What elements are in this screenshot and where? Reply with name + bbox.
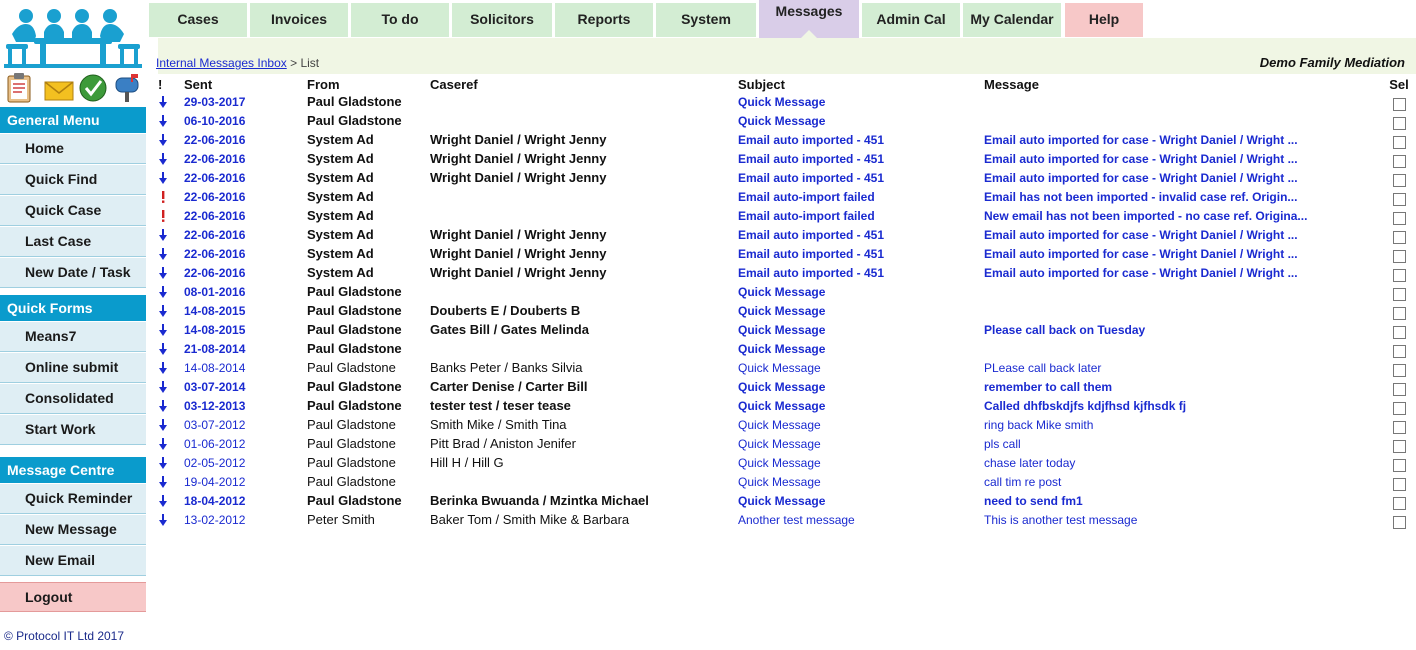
table-row[interactable]	[158, 130, 1416, 149]
breadcrumb-separator: >	[290, 56, 298, 70]
select-cell	[1382, 187, 1416, 206]
message-cell[interactable]: Email has not been imported - invalid case ref. Origin...	[984, 189, 1298, 204]
subject-cell[interactable]: Email auto-import failed	[738, 208, 875, 223]
low-priority-arrow-icon	[158, 115, 168, 127]
table-row[interactable]	[158, 396, 1416, 415]
low-priority-arrow-icon	[158, 134, 168, 146]
select-cell	[1382, 206, 1416, 225]
priority-cell	[158, 510, 182, 529]
select-cell	[1382, 149, 1416, 168]
from-cell: System Ad	[307, 227, 374, 242]
tab-invoices[interactable]: Invoices	[250, 3, 348, 37]
caseref-cell[interactable]: Gates Bill / Gates Melinda	[430, 322, 589, 337]
breadcrumb-current: List	[300, 56, 320, 70]
select-cell	[1382, 168, 1416, 187]
subject-cell[interactable]: Quick Message	[738, 113, 826, 128]
select-checkbox[interactable]	[1393, 212, 1406, 225]
select-cell	[1382, 453, 1416, 472]
caseref-cell[interactable]: Baker Tom / Smith Mike & Barbara	[430, 512, 630, 527]
col-header-from[interactable]: From	[307, 77, 340, 92]
sent-cell: 14-08-2015	[184, 303, 246, 318]
tab-system[interactable]: System	[656, 3, 756, 37]
quick-icons	[4, 72, 144, 106]
table-row[interactable]	[158, 92, 1416, 111]
sent-cell: 06-10-2016	[184, 113, 246, 128]
col-header-sel[interactable]: Sel	[1389, 77, 1409, 92]
select-cell	[1382, 225, 1416, 244]
clipboard-icon[interactable]	[4, 72, 34, 104]
sent-cell: 22-06-2016	[184, 265, 246, 280]
message-cell[interactable]: Email auto imported for case - Wright Daniel / Wright ...	[984, 227, 1298, 242]
caseref-cell[interactable]: Berinka Bwuanda / Mzintka Michael	[430, 493, 649, 508]
tab-to-do[interactable]: To do	[351, 3, 449, 37]
priority-cell	[158, 111, 182, 130]
message-cell[interactable]: Email auto imported for case - Wright Daniel / Wright ...	[984, 246, 1298, 261]
quick-forms-header: Quick Forms	[0, 295, 146, 321]
table-row[interactable]	[158, 472, 1416, 491]
subject-cell[interactable]: Quick Message	[738, 94, 826, 109]
breadcrumb-link-inbox[interactable]: Internal Messages Inbox	[156, 56, 287, 70]
mailbox-icon[interactable]	[112, 72, 142, 104]
table-row[interactable]	[158, 491, 1416, 510]
sent-cell: 22-06-2016	[184, 170, 246, 185]
table-row[interactable]	[158, 187, 1416, 206]
from-cell: Paul Gladstone	[307, 493, 402, 508]
menu-item-online-submit[interactable]: Online submit	[0, 353, 146, 383]
select-checkbox[interactable]	[1393, 307, 1406, 320]
messages-table	[158, 74, 1416, 529]
menu-item-quick-case[interactable]: Quick Case	[0, 196, 146, 226]
priority-cell	[158, 244, 182, 263]
tab-help[interactable]: Help	[1065, 3, 1143, 37]
message-cell[interactable]: remember to call them	[984, 379, 1113, 394]
subject-cell[interactable]: Quick Message	[738, 284, 826, 299]
message-cell[interactable]: call tim re post	[984, 474, 1062, 489]
subject-cell[interactable]: Quick Message	[738, 341, 826, 356]
low-priority-arrow-icon	[158, 305, 168, 317]
table-row[interactable]	[158, 358, 1416, 377]
col-header-sent[interactable]: Sent	[184, 77, 213, 92]
caseref-cell[interactable]: Pitt Brad / Aniston Jenifer	[430, 436, 576, 451]
sent-cell: 22-06-2016	[184, 151, 246, 166]
caseref-cell[interactable]: Smith Mike / Smith Tina	[430, 417, 567, 432]
select-cell	[1382, 301, 1416, 320]
sent-cell: 08-01-2016	[184, 284, 246, 299]
sidebar	[0, 0, 146, 650]
table-row[interactable]	[158, 320, 1416, 339]
from-cell: System Ad	[307, 170, 374, 185]
menu-item-consolidated[interactable]: Consolidated	[0, 384, 146, 414]
from-cell: Paul Gladstone	[307, 379, 402, 394]
table-header-row	[158, 74, 1416, 92]
select-cell	[1382, 358, 1416, 377]
low-priority-arrow-icon	[158, 495, 168, 507]
table-row[interactable]	[158, 168, 1416, 187]
col-header-priority[interactable]: !	[158, 77, 163, 92]
tab-my-calendar[interactable]: My Calendar	[963, 3, 1061, 37]
table-row[interactable]	[158, 149, 1416, 168]
low-priority-arrow-icon	[158, 362, 168, 374]
select-checkbox[interactable]	[1393, 440, 1406, 453]
subject-cell[interactable]: Quick Message	[738, 322, 826, 337]
priority-cell	[158, 168, 182, 187]
subject-cell[interactable]: Quick Message	[738, 436, 821, 451]
table-row[interactable]	[158, 415, 1416, 434]
select-checkbox[interactable]	[1393, 269, 1406, 282]
priority-cell	[158, 206, 182, 225]
select-checkbox[interactable]	[1393, 516, 1406, 529]
from-cell: Peter Smith	[307, 512, 375, 527]
table-row[interactable]	[158, 282, 1416, 301]
sent-cell: 02-05-2012	[184, 455, 246, 470]
message-cell[interactable]: Please call back on Tuesday	[984, 322, 1146, 337]
priority-cell	[158, 187, 182, 206]
menu-item-last-case[interactable]: Last Case	[0, 227, 146, 257]
sent-cell: 21-08-2014	[184, 341, 246, 356]
high-priority-icon	[158, 191, 168, 203]
caseref-cell[interactable]	[428, 472, 736, 491]
caseref-cell[interactable]	[428, 206, 736, 225]
subject-cell[interactable]: Quick Message	[738, 417, 821, 432]
select-checkbox[interactable]	[1393, 250, 1406, 263]
low-priority-arrow-icon	[158, 343, 168, 355]
tab-cases[interactable]: Cases	[149, 3, 247, 37]
main-content	[158, 38, 1416, 650]
low-priority-arrow-icon	[158, 286, 168, 298]
low-priority-arrow-icon	[158, 514, 168, 526]
caseref-cell[interactable]	[428, 111, 736, 130]
select-checkbox[interactable]	[1393, 136, 1406, 149]
select-cell	[1382, 339, 1416, 358]
sent-cell: 01-06-2012	[184, 436, 246, 451]
sent-cell: 22-06-2016	[184, 132, 246, 147]
from-cell: System Ad	[307, 246, 374, 261]
select-checkbox[interactable]	[1393, 497, 1406, 510]
low-priority-arrow-icon	[158, 400, 168, 412]
select-cell	[1382, 377, 1416, 396]
table-row[interactable]	[158, 510, 1416, 529]
select-checkbox[interactable]	[1393, 459, 1406, 472]
from-cell: Paul Gladstone	[307, 94, 402, 109]
from-cell: Paul Gladstone	[307, 341, 402, 356]
menu-item-quick-reminder[interactable]: Quick Reminder	[0, 484, 146, 514]
content-header-band	[158, 38, 1416, 74]
copyright-text: © Protocol IT Ltd 2017	[4, 629, 125, 643]
select-cell	[1382, 510, 1416, 529]
sent-cell: 19-04-2012	[184, 474, 246, 489]
low-priority-arrow-icon	[158, 381, 168, 393]
message-cell[interactable]: PLease call back later	[984, 360, 1102, 375]
firm-name: Demo Family Mediation	[1259, 55, 1405, 70]
message-centre-header: Message Centre	[0, 457, 146, 483]
from-cell: Paul Gladstone	[307, 436, 396, 451]
priority-cell	[158, 434, 182, 453]
envelope-icon[interactable]	[44, 72, 74, 104]
sent-cell: 22-06-2016	[184, 227, 246, 242]
subject-cell[interactable]: Quick Message	[738, 303, 826, 318]
menu-item-quick-find[interactable]: Quick Find	[0, 165, 146, 195]
priority-cell	[158, 282, 182, 301]
message-cell[interactable]: This is another test message	[984, 512, 1138, 527]
menu-item-means7[interactable]: Means7	[0, 322, 146, 352]
message-cell[interactable]	[982, 339, 1382, 358]
col-header-caseref[interactable]: Caseref	[430, 77, 478, 92]
select-cell	[1382, 282, 1416, 301]
priority-cell	[158, 263, 182, 282]
subject-cell[interactable]: Email auto imported - 451	[738, 246, 885, 261]
subject-cell[interactable]: Quick Message	[738, 455, 821, 470]
from-cell: Paul Gladstone	[307, 360, 396, 375]
priority-cell	[158, 377, 182, 396]
message-cell[interactable]: need to send fm1	[984, 493, 1083, 508]
menu-item-new-message[interactable]: New Message	[0, 515, 146, 545]
table-row[interactable]	[158, 111, 1416, 130]
tab-messages[interactable]	[759, 0, 859, 38]
priority-cell	[158, 415, 182, 434]
table-row[interactable]	[158, 434, 1416, 453]
caseref-cell[interactable]: Carter Denise / Carter Bill	[430, 379, 588, 394]
col-header-message[interactable]: Message	[984, 77, 1039, 92]
priority-cell	[158, 491, 182, 510]
priority-cell	[158, 92, 182, 111]
caseref-cell[interactable]	[428, 282, 736, 301]
sent-cell: 22-06-2016	[184, 189, 246, 204]
sent-cell: 14-08-2014	[184, 360, 246, 375]
select-cell	[1382, 472, 1416, 491]
subject-cell[interactable]: Email auto imported - 451	[738, 170, 885, 185]
priority-cell	[158, 358, 182, 377]
subject-cell[interactable]: Quick Message	[738, 493, 826, 508]
message-cell[interactable]: New email has not been imported - no case ref. Origina...	[984, 208, 1308, 223]
select-cell	[1382, 130, 1416, 149]
select-checkbox[interactable]	[1393, 155, 1406, 168]
low-priority-arrow-icon	[158, 96, 168, 108]
sent-cell: 03-07-2014	[184, 379, 246, 394]
select-checkbox[interactable]	[1393, 231, 1406, 244]
select-cell	[1382, 244, 1416, 263]
from-cell: Paul Gladstone	[307, 417, 396, 432]
select-cell	[1382, 396, 1416, 415]
caseref-cell[interactable]: tester test / teser tease	[430, 398, 571, 413]
from-cell: Paul Gladstone	[307, 474, 396, 489]
from-cell: System Ad	[307, 132, 374, 147]
general-menu-header: General Menu	[0, 107, 146, 133]
table-row[interactable]	[158, 225, 1416, 244]
sent-cell: 22-06-2016	[184, 208, 246, 223]
message-cell[interactable]	[982, 111, 1382, 130]
select-checkbox[interactable]	[1393, 402, 1406, 415]
col-header-subject[interactable]: Subject	[738, 77, 785, 92]
caseref-cell[interactable]: Wright Daniel / Wright Jenny	[430, 170, 607, 185]
menu-item-start-work[interactable]: Start Work	[0, 415, 146, 445]
priority-cell	[158, 149, 182, 168]
from-cell: Paul Gladstone	[307, 398, 402, 413]
from-cell: System Ad	[307, 151, 374, 166]
select-cell	[1382, 320, 1416, 339]
sent-cell: 29-03-2017	[184, 94, 246, 109]
messages-table-body	[158, 92, 1416, 529]
from-cell: System Ad	[307, 265, 374, 280]
menu-item-home[interactable]: Home	[0, 134, 146, 164]
logo-meeting-icon	[4, 6, 142, 70]
select-checkbox[interactable]	[1393, 364, 1406, 377]
message-cell[interactable]: Email auto imported for case - Wright Daniel / Wright ...	[984, 132, 1298, 147]
select-cell	[1382, 263, 1416, 282]
low-priority-arrow-icon	[158, 267, 168, 279]
priority-cell	[158, 225, 182, 244]
subject-cell[interactable]: Email auto imported - 451	[738, 265, 885, 280]
caseref-cell[interactable]: Wright Daniel / Wright Jenny	[430, 151, 607, 166]
message-cell[interactable]: pls call	[984, 436, 1021, 451]
select-checkbox[interactable]	[1393, 478, 1406, 491]
subject-cell[interactable]: Another test message	[738, 512, 855, 527]
table-row[interactable]	[158, 339, 1416, 358]
priority-cell	[158, 339, 182, 358]
message-cell[interactable]	[982, 282, 1382, 301]
sent-cell: 14-08-2015	[184, 322, 246, 337]
priority-cell	[158, 301, 182, 320]
select-checkbox[interactable]	[1393, 383, 1406, 396]
table-row[interactable]	[158, 377, 1416, 396]
caseref-cell[interactable]: Banks Peter / Banks Silvia	[430, 360, 583, 375]
sent-cell: 03-07-2012	[184, 417, 246, 432]
message-cell[interactable]	[982, 301, 1382, 320]
subject-cell[interactable]: Quick Message	[738, 398, 826, 413]
priority-cell	[158, 396, 182, 415]
select-cell	[1382, 111, 1416, 130]
high-priority-icon	[158, 210, 168, 222]
from-cell: System Ad	[307, 208, 374, 223]
subject-cell[interactable]: Email auto-import failed	[738, 189, 875, 204]
low-priority-arrow-icon	[158, 419, 168, 431]
table-row[interactable]	[158, 453, 1416, 472]
menu-item-new-date-task[interactable]: New Date / Task	[0, 258, 146, 288]
tab-solicitors[interactable]: Solicitors	[452, 3, 552, 37]
select-checkbox[interactable]	[1393, 174, 1406, 187]
low-priority-arrow-icon	[158, 229, 168, 241]
sent-cell: 22-06-2016	[184, 246, 246, 261]
low-priority-arrow-icon	[158, 153, 168, 165]
subject-cell[interactable]: Quick Message	[738, 474, 821, 489]
table-row[interactable]	[158, 301, 1416, 320]
select-checkbox[interactable]	[1393, 345, 1406, 358]
priority-cell	[158, 130, 182, 149]
caseref-cell[interactable]	[428, 187, 736, 206]
subject-cell[interactable]: Email auto imported - 451	[738, 151, 885, 166]
low-priority-arrow-icon	[158, 248, 168, 260]
select-checkbox[interactable]	[1393, 421, 1406, 434]
table-row[interactable]	[158, 206, 1416, 225]
select-checkbox[interactable]	[1393, 326, 1406, 339]
caseref-cell[interactable]: Wright Daniel / Wright Jenny	[430, 246, 607, 261]
select-checkbox[interactable]	[1393, 98, 1406, 111]
tab-reports[interactable]: Reports	[555, 3, 653, 37]
low-priority-arrow-icon	[158, 324, 168, 336]
low-priority-arrow-icon	[158, 438, 168, 450]
caseref-cell[interactable]	[428, 92, 736, 111]
from-cell: Paul Gladstone	[307, 113, 402, 128]
low-priority-arrow-icon	[158, 476, 168, 488]
table-row[interactable]	[158, 244, 1416, 263]
low-priority-arrow-icon	[158, 457, 168, 469]
message-cell[interactable]: Email auto imported for case - Wright Daniel / Wright ...	[984, 170, 1298, 185]
subject-cell[interactable]: Quick Message	[738, 360, 821, 375]
select-cell	[1382, 434, 1416, 453]
caseref-cell[interactable]: Wright Daniel / Wright Jenny	[430, 227, 607, 242]
sent-cell: 03-12-2013	[184, 398, 246, 413]
message-cell[interactable]: Email auto imported for case - Wright Daniel / Wright ...	[984, 265, 1298, 280]
select-cell	[1382, 415, 1416, 434]
low-priority-arrow-icon	[158, 172, 168, 184]
sent-cell: 13-02-2012	[184, 512, 246, 527]
tab-messages-label: Messages	[775, 3, 843, 19]
message-cell[interactable]: Called dhfbskdjfs kdjfhsd kjfhsdk fj	[984, 398, 1187, 413]
priority-cell	[158, 472, 182, 491]
select-cell	[1382, 92, 1416, 111]
table-row[interactable]	[158, 263, 1416, 282]
priority-cell	[158, 320, 182, 339]
logout-button[interactable]: Logout	[0, 582, 146, 612]
tab-admin-cal[interactable]: Admin Cal	[862, 3, 960, 37]
select-cell	[1382, 491, 1416, 510]
caseref-cell[interactable]: Hill H / Hill G	[430, 455, 504, 470]
message-cell[interactable]: ring back Mike smith	[984, 417, 1094, 432]
top-tab-bar	[146, 0, 1416, 38]
select-checkbox[interactable]	[1393, 288, 1406, 301]
menu-item-new-email[interactable]: New Email	[0, 546, 146, 576]
checkmark-icon[interactable]	[78, 72, 108, 104]
sent-cell: 18-04-2012	[184, 493, 246, 508]
select-checkbox[interactable]	[1393, 117, 1406, 130]
subject-cell[interactable]: Email auto imported - 451	[738, 227, 885, 242]
from-cell: Paul Gladstone	[307, 303, 402, 318]
subject-cell[interactable]: Email auto imported - 451	[738, 132, 885, 147]
message-cell[interactable]: Email auto imported for case - Wright Daniel / Wright ...	[984, 151, 1298, 166]
subject-cell[interactable]: Quick Message	[738, 379, 826, 394]
caseref-cell[interactable]: Douberts E / Douberts B	[430, 303, 581, 318]
caseref-cell[interactable]	[428, 339, 736, 358]
from-cell: Paul Gladstone	[307, 284, 402, 299]
from-cell: System Ad	[307, 189, 374, 204]
select-checkbox[interactable]	[1393, 193, 1406, 206]
caseref-cell[interactable]: Wright Daniel / Wright Jenny	[430, 265, 607, 280]
message-cell[interactable]: chase later today	[984, 455, 1076, 470]
priority-cell	[158, 453, 182, 472]
breadcrumb	[156, 56, 319, 70]
message-cell[interactable]	[982, 92, 1382, 111]
from-cell: Paul Gladstone	[307, 322, 402, 337]
caseref-cell[interactable]: Wright Daniel / Wright Jenny	[430, 132, 607, 147]
from-cell: Paul Gladstone	[307, 455, 396, 470]
